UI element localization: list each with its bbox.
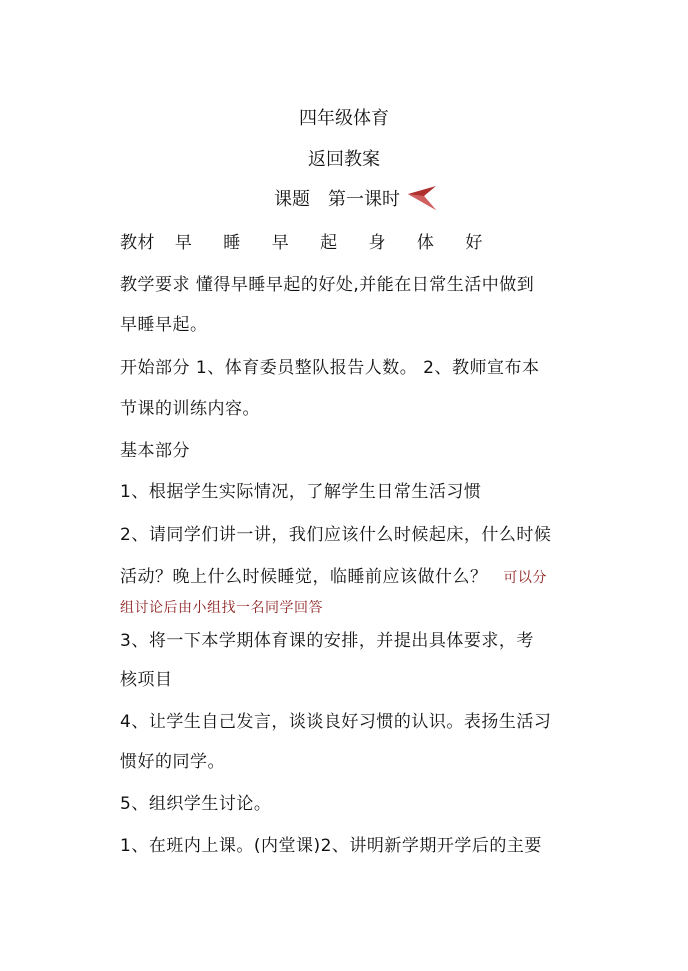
text-line: 5、组织学生讨论。 xyxy=(120,794,272,814)
section-heading: 基本部分 xyxy=(120,441,190,461)
back-to-lesson-plans-link[interactable]: 返回教案 xyxy=(308,149,380,170)
material-label: 教材 xyxy=(120,233,155,253)
text-line: 3、将一下本学期体育课的安排，并提出具体要求，考 xyxy=(120,631,534,651)
text-line: 惯好的同学。 xyxy=(120,752,225,772)
text-line: 1、在班内上课。(内堂课)2、讲明新学期开学后的主要 xyxy=(120,836,542,856)
teacher-note-inline: 可以分 xyxy=(503,570,547,586)
text-line: 教学要求 懂得早睡早起的好处,并能在日常生活中做到 xyxy=(120,275,535,295)
text-line: 开始部分 1、体育委员整队报告人数。 2、教师宣布本 xyxy=(120,358,540,378)
material-content: 早 睡 早 起 身 体 好 xyxy=(174,233,496,253)
text-line-with-note xyxy=(120,566,547,589)
text-line: 1、根据学生实际情况，了解学生日常生活习惯 xyxy=(120,482,482,502)
text-line: 节课的训练内容。 xyxy=(120,399,260,419)
material-row xyxy=(120,232,495,254)
teacher-note: 组讨论后由小组找一名同学回答 xyxy=(120,600,323,616)
red-arrow-pointer-icon xyxy=(408,186,436,210)
text-line: 4、让学生自己发言，谈谈良好习惯的认识。表扬生活习 xyxy=(120,712,552,732)
page-title: 四年级体育 xyxy=(299,108,389,129)
text-line: 核项目 xyxy=(120,670,173,690)
text-line: 2、请同学们讲一讲，我们应该什么时候起床，什么时候 xyxy=(120,525,552,545)
lesson-title: 课题 第一课时 xyxy=(274,189,400,210)
text-line: 活动？晚上什么时候睡觉，临睡前应该做什么？ xyxy=(120,567,488,587)
text-line: 早睡早起。 xyxy=(120,315,208,335)
